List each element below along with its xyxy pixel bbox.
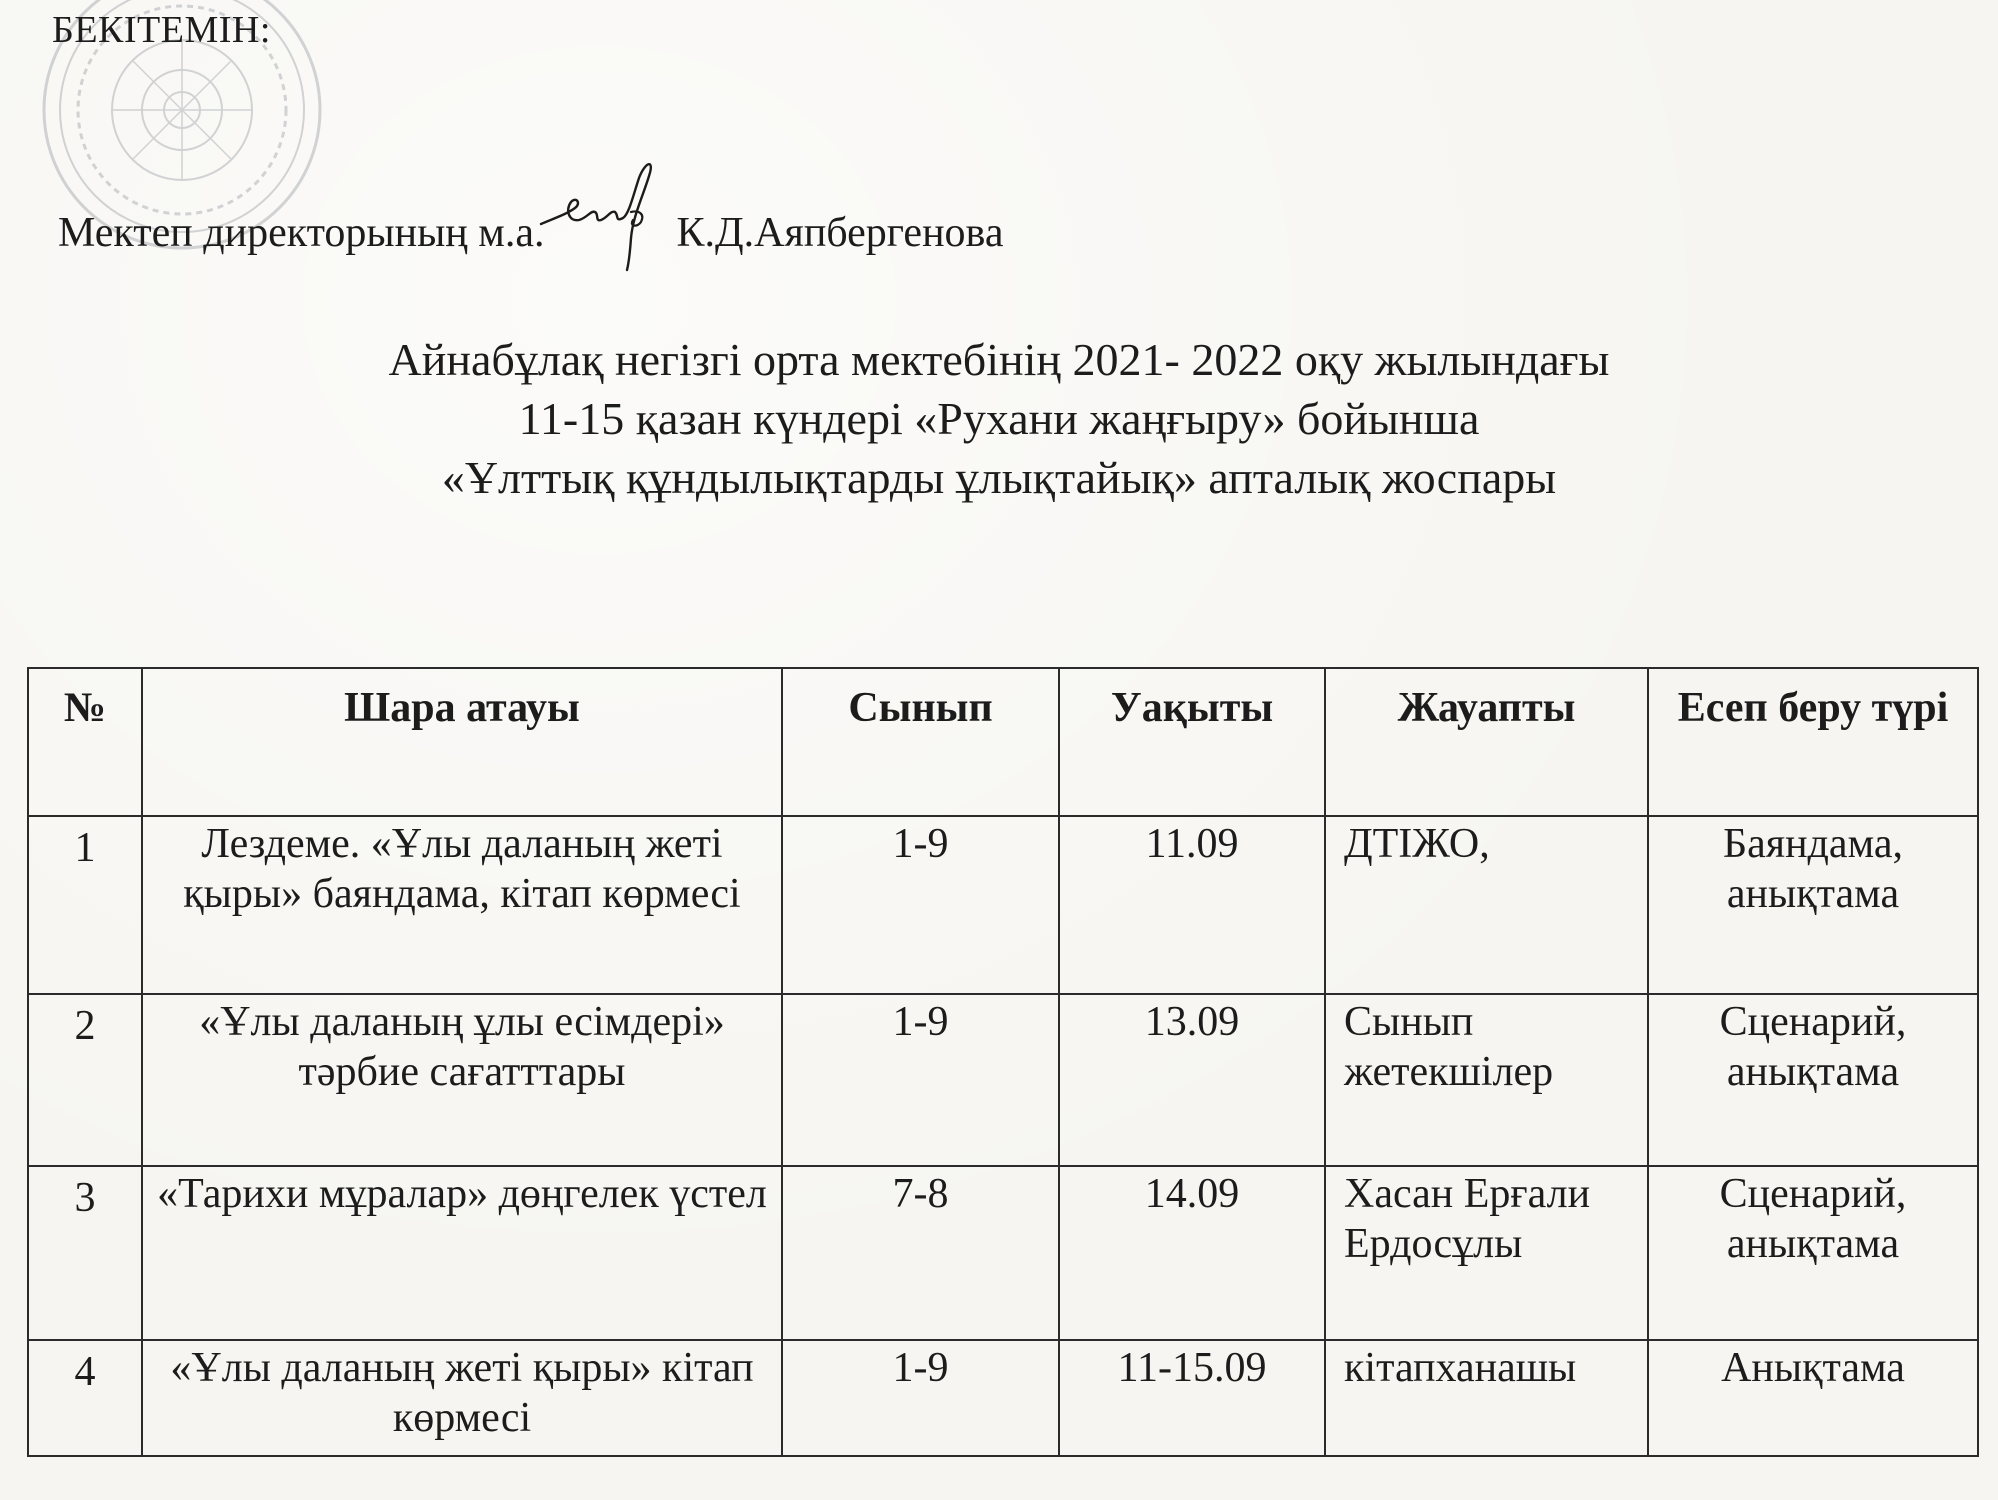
cell-event: «Тарихи мұралар» дөңгелек үстел: [142, 1166, 782, 1340]
cell-time: 11.09: [1059, 816, 1325, 994]
header-responsible: Жауапты: [1325, 668, 1648, 816]
cell-num: 1: [28, 816, 142, 994]
cell-grade: 7-8: [782, 1166, 1059, 1340]
title-line-2: 11-15 қазан күндері «Рухани жаңғыру» бойынша: [518, 393, 1480, 444]
cell-time: 13.09: [1059, 994, 1325, 1166]
cell-num: 2: [28, 994, 142, 1166]
cell-time: 11-15.09: [1059, 1340, 1325, 1456]
header-event: Шара атауы: [142, 668, 782, 816]
cell-report: Баяндама, анықтама: [1648, 816, 1978, 994]
cell-responsible: Хасан Ерғали Ердосұлы: [1325, 1166, 1648, 1340]
cell-grade: 1-9: [782, 994, 1059, 1166]
header-time: Уақыты: [1059, 668, 1325, 816]
table-row: [28, 994, 1978, 1166]
header-report: Есеп беру түрі: [1648, 668, 1978, 816]
cell-report: Сценарий, анықтама: [1648, 994, 1978, 1166]
cell-grade: 1-9: [782, 1340, 1059, 1456]
cell-time: 14.09: [1059, 1166, 1325, 1340]
cell-event: Лездеме. «Ұлы даланың жеті қыры» баяндама, кітап көрмесі: [142, 816, 782, 994]
cell-event: «Ұлы даланың ұлы есімдері» тәрбие сағатттары: [142, 994, 782, 1166]
table-row: [28, 1340, 1978, 1456]
header-grade: Сынып: [782, 668, 1059, 816]
cell-report: Сценарий, анықтама: [1648, 1166, 1978, 1340]
director-name: К.Д.Аяпбергенова: [676, 210, 1004, 256]
cell-responsible: ДТІЖО,: [1325, 816, 1648, 994]
table-header-row: [28, 668, 1978, 816]
cell-num: 3: [28, 1166, 142, 1340]
director-line: [58, 126, 1003, 257]
cell-grade: 1-9: [782, 816, 1059, 994]
table-row: [28, 1166, 1978, 1340]
director-title: Мектеп директорының м.а.: [58, 210, 545, 256]
table-row: [28, 816, 1978, 994]
cell-num: 4: [28, 1340, 142, 1456]
document-title: [0, 330, 1998, 507]
cell-responsible: кітапханашы: [1325, 1340, 1648, 1456]
title-line-1: Айнабұлақ негізгі орта мектебінің 2021- 2022 оқу жылындағы: [388, 334, 1610, 385]
cell-responsible: Сынып жетекшілер: [1325, 994, 1648, 1166]
approval-label: БЕКІТЕМІН:: [52, 9, 271, 51]
cell-report: Анықтама: [1648, 1340, 1978, 1456]
cell-event: «Ұлы даланың жеті қыры» кітап көрмесі: [142, 1340, 782, 1456]
plan-table: [27, 667, 1979, 1457]
title-line-3: «Ұлттық құндылықтарды ұлықтайық» апталық жоспары: [441, 452, 1557, 503]
director-signature: [535, 156, 685, 276]
header-num: №: [28, 668, 142, 816]
